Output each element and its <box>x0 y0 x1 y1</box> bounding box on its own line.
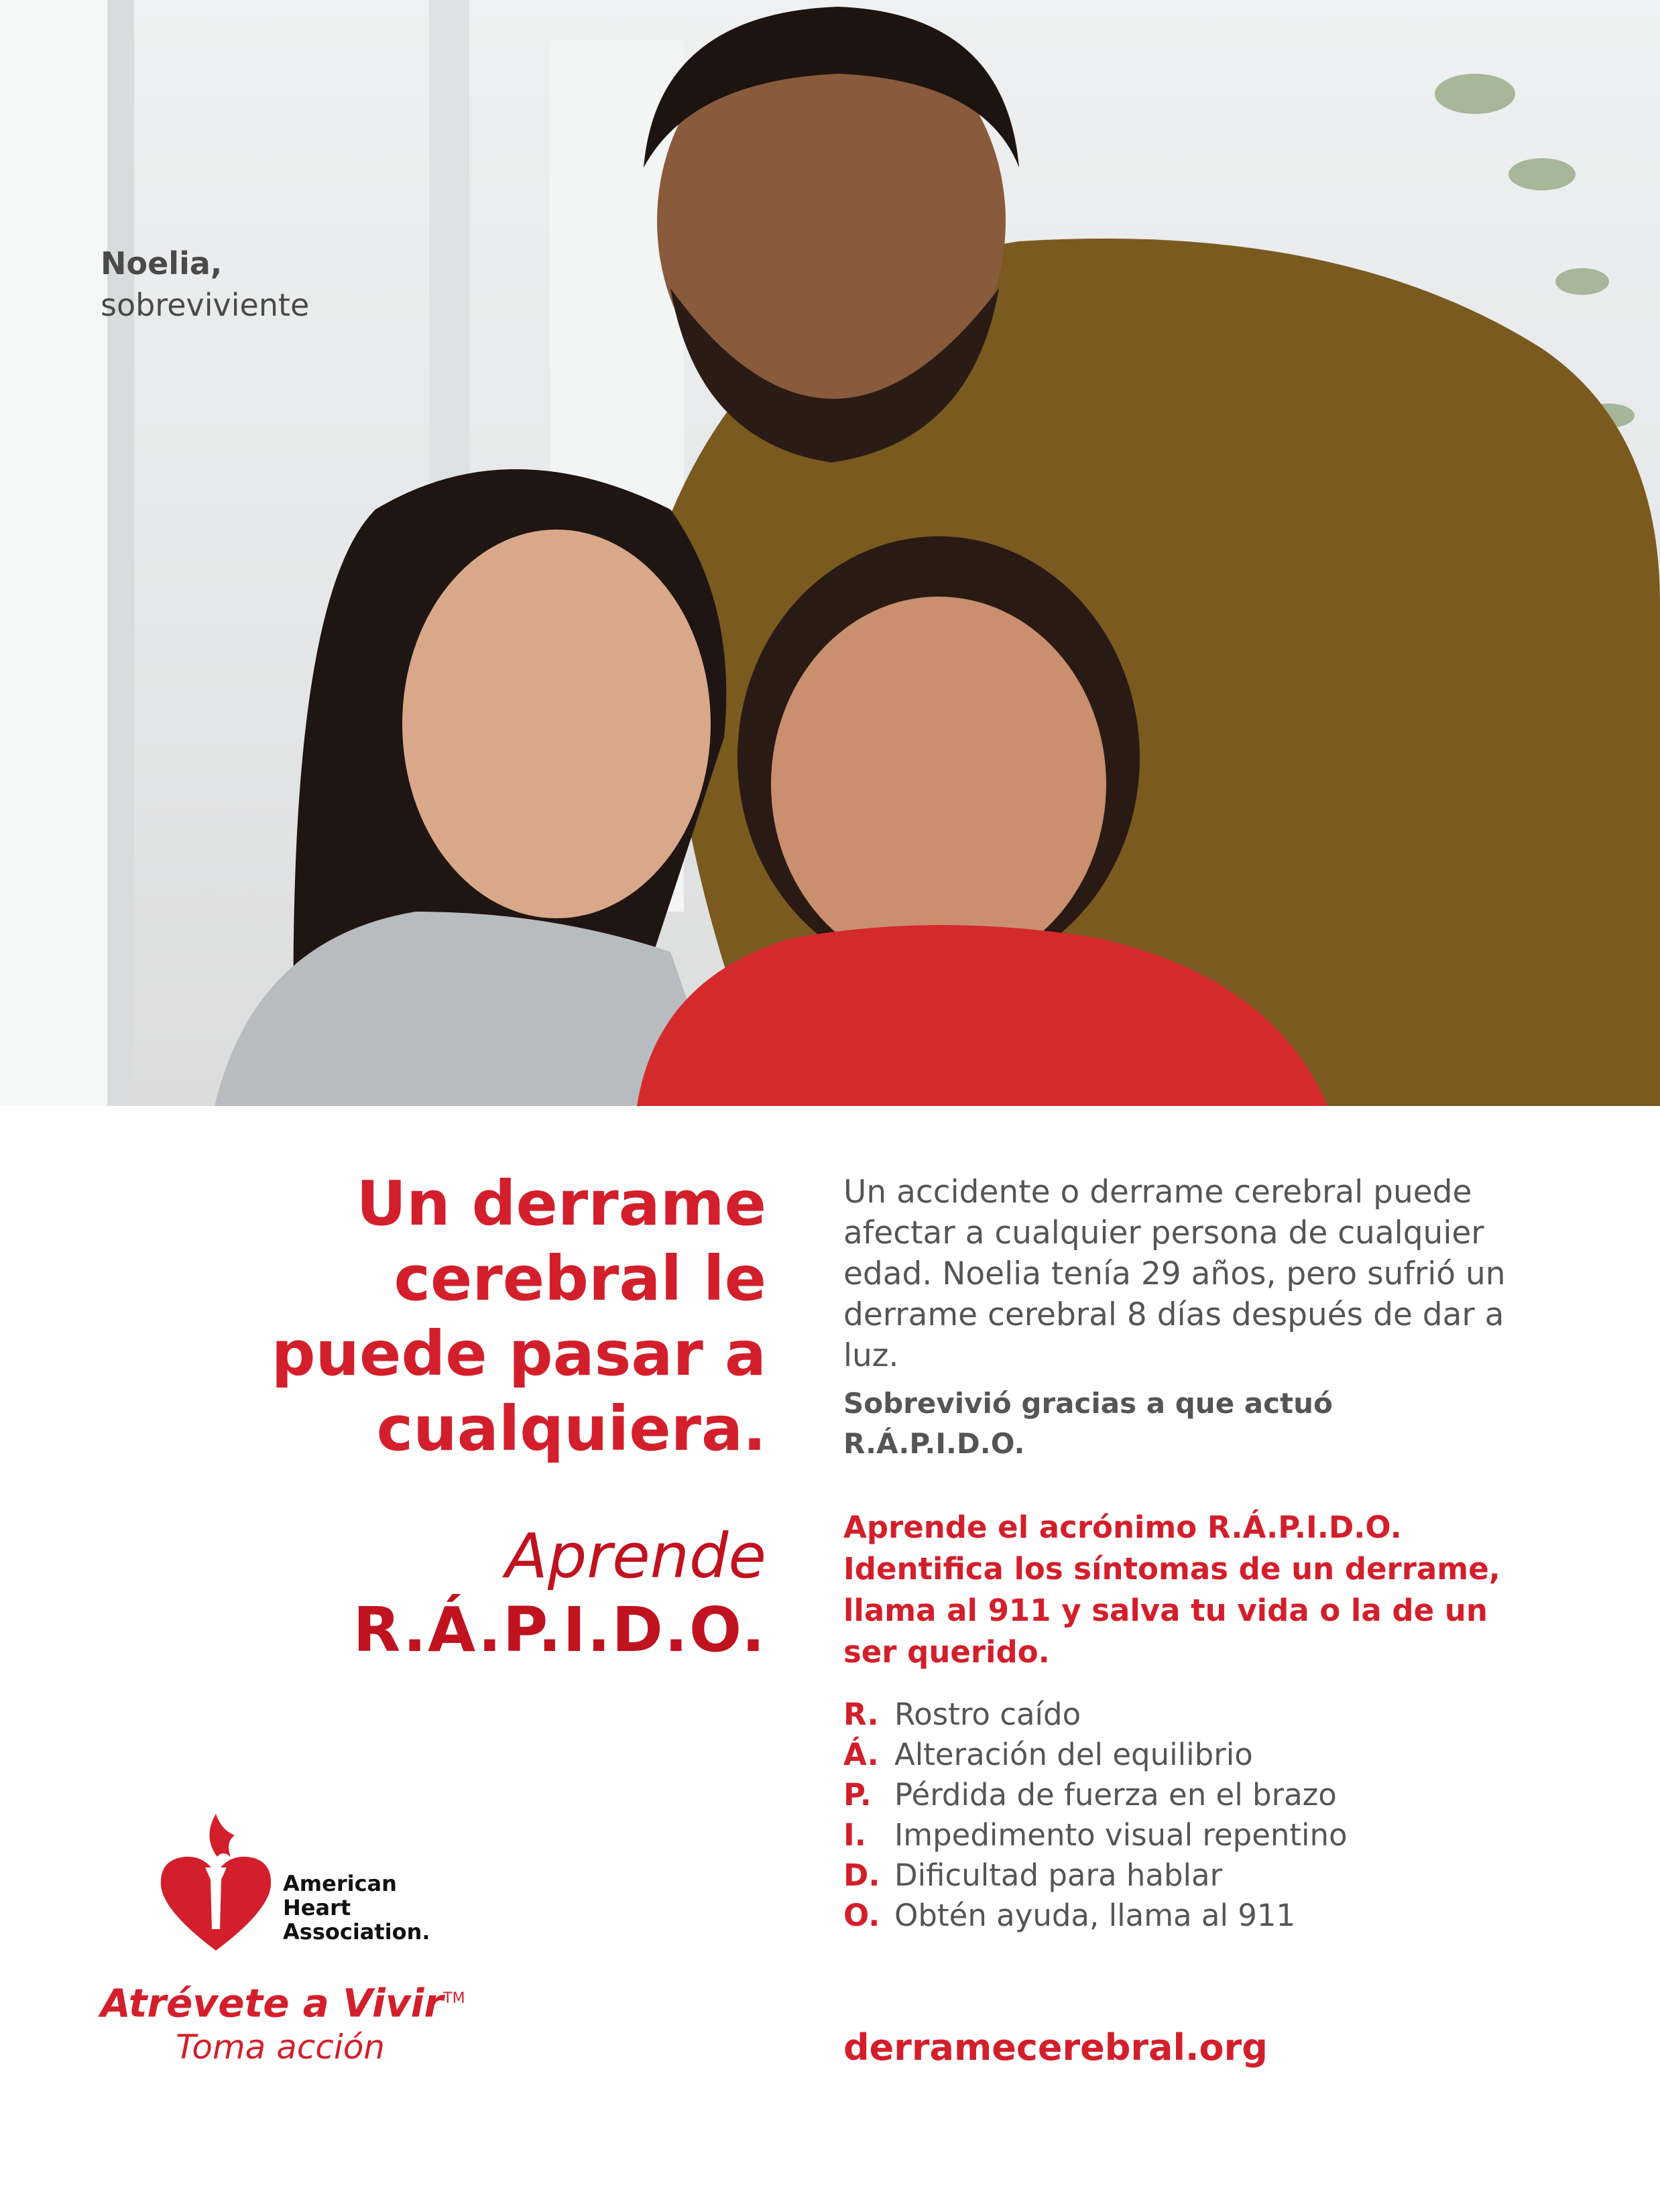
headline-line-4: cualquiera. <box>376 1393 766 1465</box>
acronym-text: Alteración del equilibrio <box>894 1737 1253 1772</box>
aha-line-2: Heart <box>283 1895 351 1920</box>
aha-logo <box>156 1810 437 1964</box>
acronym-text: Dificultad para hablar <box>894 1857 1223 1893</box>
aha-line-1: American <box>283 1871 397 1896</box>
caption-role: sobreviviente <box>101 287 310 323</box>
survived-paragraph: Sobrevivió gracias a que actuó R.Á.P.I.D.O. <box>843 1387 1333 1460</box>
acronym-text: Rostro caído <box>894 1697 1081 1732</box>
campaign-tagline <box>101 1975 570 2067</box>
acronym-letter: D. <box>843 1857 880 1893</box>
acronym-text: Obtén ayuda, llama al 911 <box>894 1898 1296 1933</box>
tagline-sub: Toma acción <box>176 2028 385 2067</box>
caption-name: Noelia, <box>101 245 223 282</box>
website-link[interactable]: derramecerebral.org <box>843 2026 1268 2069</box>
list-item <box>843 1775 1514 1815</box>
cta-paragraph: Aprende el acrónimo R.Á.P.I.D.O. Identifica los síntomas de un derrame, llama al 911 y salva tu vida o la de un ser querido. <box>843 1510 1500 1670</box>
intro-paragraph: Un accidente o derrame cerebral puede afectar a cualquier persona de cualquier edad. Noelia tenía 29 años, pero sufrió un derrame cerebral 8 días después de dar a luz. <box>843 1174 1506 1374</box>
learn-acronym: R.Á.P.I.D.O. <box>353 1594 766 1666</box>
tagline-main <box>101 1975 570 2027</box>
acronym-letter: Á. <box>843 1737 879 1772</box>
headline-line-1: Un derrame <box>356 1168 766 1239</box>
aha-wordmark <box>283 1871 430 1944</box>
learn-aprende: Aprende <box>505 1520 766 1592</box>
acronym-letter: P. <box>843 1777 872 1812</box>
acronym-list <box>843 1695 1514 1936</box>
aha-line-3: Association. <box>283 1919 430 1945</box>
acronym-letter: O. <box>843 1898 880 1933</box>
list-item <box>843 1855 1514 1896</box>
tagline-text: Atrévete a Vivir <box>101 1980 444 2026</box>
headline-line-3: puede pasar a <box>271 1318 766 1390</box>
acronym-letter: I. <box>843 1817 866 1853</box>
headline <box>163 1166 766 1467</box>
list-item <box>843 1695 1514 1735</box>
trademark-mark: TM <box>443 1990 465 2007</box>
heart-torch-icon <box>156 1810 276 1957</box>
photo-caption <box>101 243 309 326</box>
headline-line-2: cerebral le <box>394 1243 766 1314</box>
acronym-text: Impedimento visual repentino <box>894 1817 1348 1853</box>
learn-rapido <box>163 1522 766 1669</box>
list-item <box>843 1896 1514 1936</box>
acronym-letter: R. <box>843 1697 879 1732</box>
list-item <box>843 1815 1514 1855</box>
list-item <box>843 1735 1514 1775</box>
acronym-text: Pérdida de fuerza en el brazo <box>894 1777 1337 1812</box>
